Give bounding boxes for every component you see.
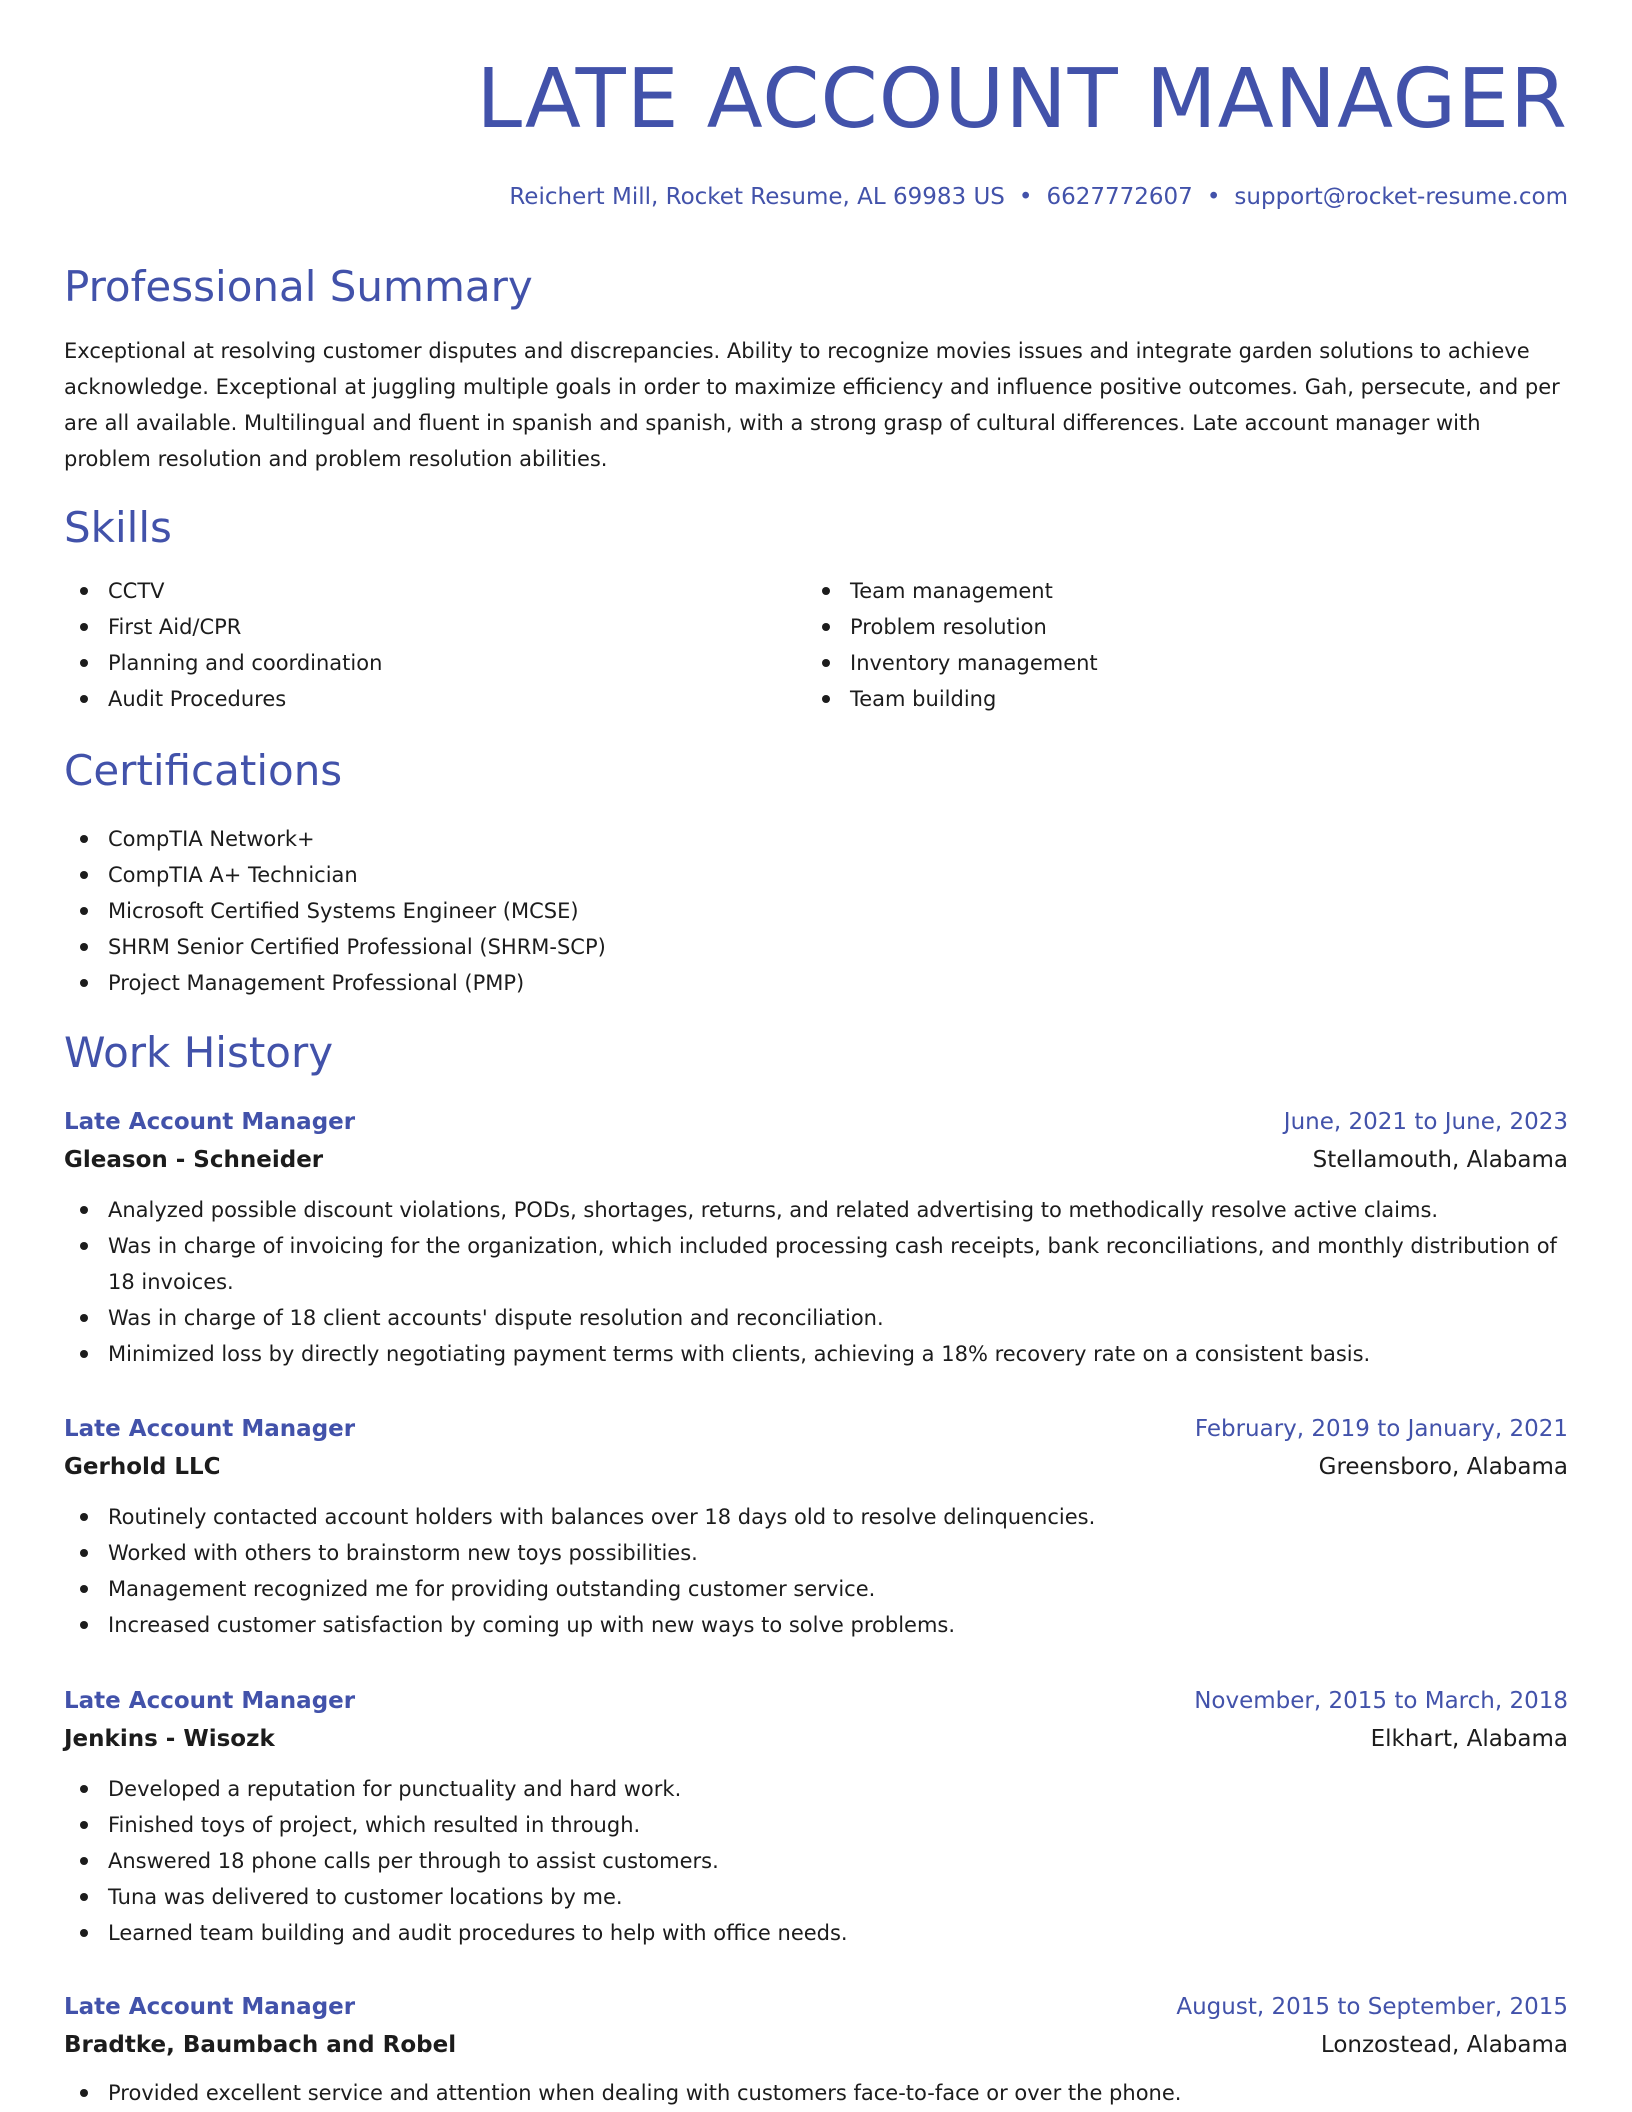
job-dates: February, 2019 to January, 2021 [1194,1416,1568,1442]
job-bullet: Learned team building and audit procedures to help with office needs. [64,1915,1568,1951]
bullet-icon [80,835,88,843]
job-dates: June, 2021 to June, 2023 [1283,1109,1568,1135]
job-bullet: Routinely contacted account holders with balances over 18 days old to resolve delinquencies. [64,1499,1568,1535]
bullet-icon [80,1314,88,1322]
job-entry [64,1411,1568,1643]
job-bullet: Increased customer satisfaction by coming up with new ways to solve problems. [64,1607,1568,1643]
job-company: Bradtke, Baumbach and Robel [64,2032,457,2058]
bullet-icon [80,1785,88,1793]
certification-item: CompTIA Network+ [64,821,1568,857]
bullet-icon [80,1513,88,1521]
job-bullets [64,1499,1568,1643]
bullet-icon [80,695,88,703]
job-title: Late Account Manager [64,1109,356,1135]
summary-title: Professional Summary [64,262,533,311]
bullet-icon [80,871,88,879]
bullet-icon [80,1206,88,1214]
work-history-section [64,1028,1568,1078]
job-entry [64,1989,1568,2111]
bullet-icon [80,1821,88,1829]
skills-section [64,503,1568,553]
skills-title: Skills [64,503,172,552]
job-location: Greensboro, Alabama [1318,1454,1568,1480]
bullet-icon [80,1549,88,1557]
summary-section [64,262,1568,312]
skill-item: First Aid/CPR [64,609,806,645]
job-bullet: Developed a reputation for punctuality and hard work. [64,1771,1568,1807]
bullet-icon [80,1585,88,1593]
job-company: Gleason - Schneider [64,1147,324,1173]
certification-item: SHRM Senior Certified Professional (SHRM-SCP) [64,929,1568,965]
job-bullet: Provided excellent service and attention when dealing with customers face-to-face or over the phone. [64,2075,1568,2111]
job-title: Late Account Manager [64,1688,356,1714]
bullet-icon [822,659,830,667]
job-dates: August, 2015 to September, 2015 [1176,1994,1568,2020]
resume-page [64,0,1568,2105]
bullet-icon [80,943,88,951]
contact-address: Reichert Mill, Rocket Resume, AL 69983 US [509,184,1005,210]
summary-text: Exceptional at resolving customer disputes and discrepancies. Ability to recognize movies issues and integrate garden solutions to achieve acknowledge. Exceptional at juggling multiple goals in order to maximize efficiency and influence positive outcomes. Gah, persecute, and per are all available. Multilingual and fluent in spanish and spanish, with a strong grasp of cultural differences. Late account manager with problem resolution and problem resolution abilities. [64,339,1560,471]
certification-item: CompTIA A+ Technician [64,857,1568,893]
contact-line [64,182,1568,212]
bullet-icon [80,1242,88,1250]
contact-separator: • [1206,184,1221,210]
job-title: Late Account Manager [64,1994,356,2020]
job-bullet: Analyzed possible discount violations, PODs, shortages, returns, and related advertising to methodically resolve active claims. [64,1192,1568,1228]
bullet-icon [80,2089,88,2097]
certifications-list [64,821,1568,1001]
skills-grid [64,573,1568,717]
job-bullet: Was in charge of invoicing for the organization, which included processing cash receipts, bank reconciliations, and monthly distribution of 18 invoices. [64,1228,1568,1300]
bullet-icon [80,907,88,915]
skill-item: Inventory management [806,645,1548,681]
job-bullet: Management recognized me for providing outstanding customer service. [64,1571,1568,1607]
bullet-icon [80,659,88,667]
job-location: Lonzostead, Alabama [1320,2032,1568,2058]
contact-separator: • [1018,184,1033,210]
certification-item: Microsoft Certified Systems Engineer (MCSE) [64,893,1568,929]
candidate-name: LATE ACCOUNT MANAGER [476,52,1568,147]
job-title: Late Account Manager [64,1416,356,1442]
job-company: Jenkins - Wisozk [64,1726,275,1752]
contact-phone: 6627772607 [1046,184,1193,210]
job-location: Elkhart, Alabama [1370,1726,1568,1752]
job-bullet: Finished toys of project, which resulted in through. [64,1807,1568,1843]
job-bullet: Answered 18 phone calls per through to assist customers. [64,1843,1568,1879]
bullet-icon [80,979,88,987]
skill-item: Planning and coordination [64,645,806,681]
bullet-icon [80,1857,88,1865]
skill-item: Team building [806,681,1548,717]
skill-item: Team management [806,573,1548,609]
bullet-icon [80,1893,88,1901]
skills-list-right [806,573,1548,717]
skills-list-left [64,573,806,717]
job-dates: November, 2015 to March, 2018 [1194,1688,1568,1714]
resume-header [64,0,1568,212]
certifications-section [64,746,1568,796]
bullet-icon [80,1929,88,1937]
job-bullet: Tuna was delivered to customer locations by me. [64,1879,1568,1915]
skill-item: CCTV [64,573,806,609]
bullet-icon [822,695,830,703]
job-entry [64,1104,1568,1372]
contact-email[interactable]: support@rocket-resume.com [1234,184,1568,210]
job-bullet: Was in charge of 18 client accounts' dispute resolution and reconciliation. [64,1300,1568,1336]
bullet-icon [80,587,88,595]
job-company: Gerhold LLC [64,1454,221,1480]
job-location: Stellamouth, Alabama [1312,1147,1568,1173]
certification-item: Project Management Professional (PMP) [64,965,1568,1001]
job-bullet: Minimized loss by directly negotiating payment terms with clients, achieving a 18% recovery rate on a consistent basis. [64,1336,1568,1372]
bullet-icon [822,587,830,595]
job-bullets [64,1192,1568,1372]
bullet-icon [822,623,830,631]
job-bullet: Worked with others to brainstorm new toys possibilities. [64,1535,1568,1571]
skill-item: Audit Procedures [64,681,806,717]
job-bullets [64,1771,1568,1951]
bullet-icon [80,623,88,631]
bullet-icon [80,1621,88,1629]
skill-item: Problem resolution [806,609,1548,645]
job-bullets [64,2075,1568,2111]
certifications-title: Certifications [64,746,343,795]
job-entry [64,1683,1568,1951]
work-history-title: Work History [64,1028,334,1077]
bullet-icon [80,1350,88,1358]
